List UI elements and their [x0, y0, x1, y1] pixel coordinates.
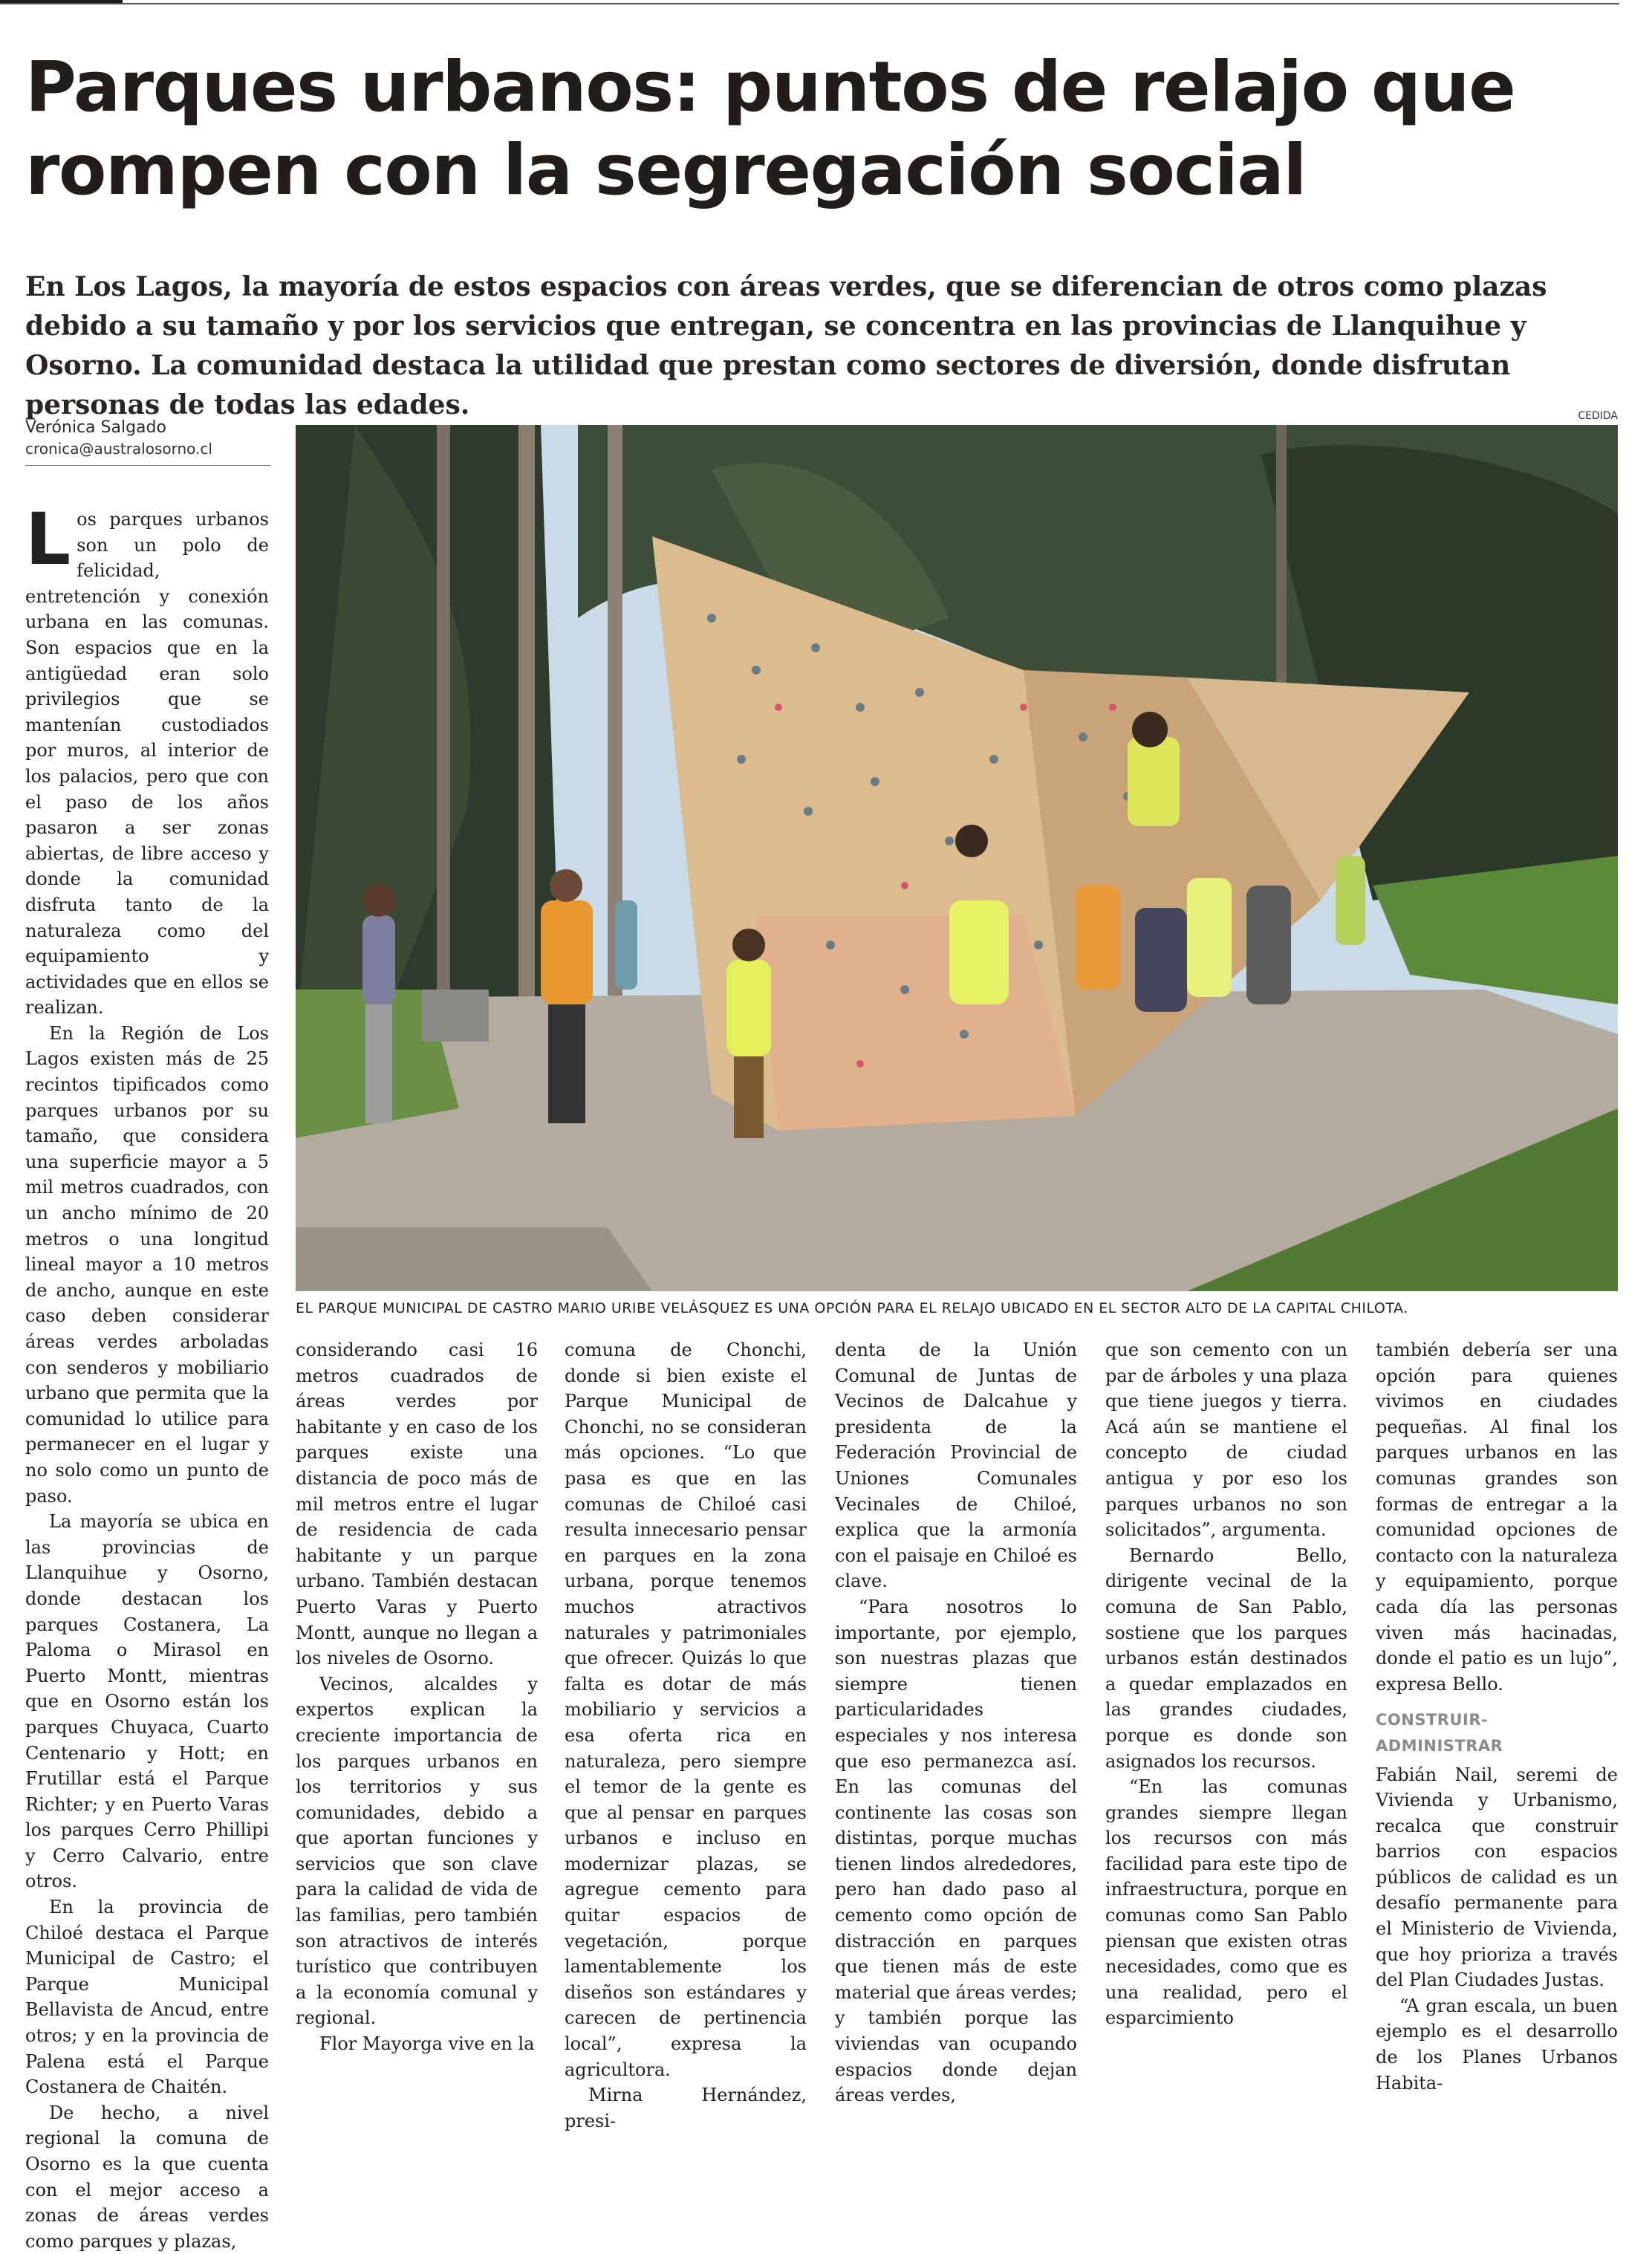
photo-caption: EL PARQUE MUNICIPAL DE CASTRO MARIO URIBE VELÁSQUEZ ES UNA OPCIÓN PARA EL RELAJO UBICADO EN EL SECTOR ALTO DE LA CAPITAL CHILOTA. — [296, 1300, 1408, 1316]
body-paragraph: Vecinos, alcaldes y expertos explican la creciente importancia de los parques urbanos en los territorios y sus comunidades, debido a que aportan funciones y servicios que son clave para la calidad de vida de las familias, pero también son atractivos de interés turístico que contribuyen a la economía comunal y regional. — [296, 1673, 538, 2029]
body-paragraph: En la Región de Los Lagos existen más de 25 recintos tipificados como parques urbanos por su tamaño, que considera una superficie mayor a 5 mil metros cuadrados, con un ancho mínimo de 20 metros o una longitud lineal mayor a 10 metros de ancho, aunque en este caso deben considerar áreas verdes arboladas con senderos y mobiliario urbano que permita que la comunidad lo utilice para permanecer en el lugar y no solo como un punto de paso. — [25, 1022, 269, 1507]
body-paragraph: que son cemento con un par de árboles y una plaza que tiene juegos y tierra. Acá aún se mantiene el concepto de ciudad antigua y por eso los parques urbanos no son solicitados”, argumenta. — [1105, 1339, 1347, 1541]
author-email: cronica@australosorno.cl — [25, 440, 212, 458]
body-paragraph: denta de la Unión Comunal de Juntas de Vecinos de Dalcahue y presidenta de la Federación Provincial de Uniones Comunales Vecinales de Chiloé, explica que la armonía con el paisaje en Chiloé es clave. — [835, 1339, 1077, 1592]
section-subhead: CONSTRUIR- ADMINISTRAR — [1376, 1711, 1503, 1755]
body-paragraph — [25, 498, 269, 1021]
byline — [25, 418, 270, 466]
body-column-3 — [565, 1337, 807, 2134]
body-column-1 — [25, 498, 269, 2254]
author-name: Verónica Salgado — [25, 418, 166, 437]
body-paragraph: “A gran escala, un buen ejemplo es el desarrollo de los Planes Urbanos Habita- — [1376, 1995, 1618, 2094]
body-paragraph: “En las comunas grandes siempre llegan los recursos con más facilidad para este tipo de infraestructura, porque en comunas como San Pablo piensan que existen otras necesidades, como que es una realidad, pero el esparcimiento — [1105, 1776, 1347, 2029]
body-paragraph: comuna de Chonchi, donde si bien existe el Parque Municipal de Chonchi, no se consideran más opciones. “Lo que pasa es que en las comunas de Chiloé casi resulta innecesario pensar en parques en la zona urbana, porque tenemos muchos atractivos naturales y patrimoniales que ofrecer. Quizás lo que falta es dotar de más mobiliario y servicios a esa oferta rica en naturaleza, pero siempre el temor de la gente es que al pensar en parques urbanos e incluso en modernizar plazas, se agregue cemento para quitar espacios de vegetación, porque lamentablemente los diseños son estándares y carecen de pertinencia local”, expresa la agricultora. — [565, 1339, 807, 2080]
top-rule — [0, 0, 1652, 4]
body-column-6 — [1376, 1337, 1618, 2096]
body-paragraph: En la provincia de Chiloé destaca el Parque Municipal de Castro; el Parque Municipal Bellavista de Ancud, entre otros; y en la provincia de Palena está el Parque Costanera de Chaitén. — [25, 1897, 269, 2098]
photo-illustration — [296, 425, 1618, 1291]
headline: Parques urbanos: puntos de relajo que rompen con la segregación social — [25, 47, 1515, 211]
body-paragraph: Flor Mayorga vive en la — [319, 2033, 535, 2055]
body-paragraph: también debería ser una opción para quienes vivimos en ciudades pequeñas. Al final los parques urbanos en las comunas grandes son formas de entregar a la comunidad opciones de contacto con la naturaleza y equipamiento, porque cada día las personas viven más hacinadas, donde el patio es un lujo”, expresa Bello. — [1376, 1339, 1618, 1695]
park-climbing-wall-photo — [296, 425, 1618, 1291]
deck: En Los Lagos, la mayoría de estos espacios con áreas verdes, que se diferencian de otros como plazas debido a su tamaño y por los servicios que entregan, se concentra en las provincias de Llanquihue y Osorno. La comunidad destaca la utilidad que prestan como sectores de diversión, donde disfrutan personas de todas las edades. — [25, 271, 1547, 420]
body-paragraph: De hecho, a nivel regional la comuna de Osorno es la que cuenta con el mejor acceso a zonas de áreas verdes como parques y plazas, — [25, 2102, 269, 2252]
top-line — [0, 3, 1619, 4]
photo-credit: CEDIDA — [1578, 410, 1618, 422]
body-paragraph: Bernardo Bello, dirigente vecinal de la comuna de San Pablo, sostiene que los parques urbanos están destinados a quedar emplazados en las grandes ciudades, porque es donde son asignados los recursos. — [1105, 1545, 1347, 1772]
body-paragraph: considerando casi 16 metros cuadrados de áreas verdes por habitante y en caso de los parques existe una distancia de poco más de mil metros entre el lugar de residencia de cada habitante y un parque urbano. También destacan Puerto Varas y Puerto Montt, aunque no llegan a los niveles de Osorno. — [296, 1339, 538, 1669]
body-column-4 — [835, 1337, 1077, 2108]
body-column-2 — [296, 1337, 538, 2057]
body-column-5 — [1105, 1337, 1347, 2031]
body-paragraph: “Para nosotros lo importante, por ejemplo, son nuestras plazas que siempre tienen particularidades especiales y nos interesa que eso permanezca así. En las comunas del continente las cosas son distintas, porque muchas tienen lindos alrededores, pero han dado paso al cemento como opción de distracción en parques que tienen más de este material que áreas verdes; y también porque las viviendas van ocupando espacios donde dejan áreas verdes, — [835, 1596, 1077, 2106]
body-paragraph: Mirna Hernández, presi- — [565, 2085, 807, 2131]
drop-cap: L — [25, 498, 71, 581]
body-paragraph: La mayoría se ubica en las provincias de Llanquihue y Osorno, donde destacan los parques Costanera, La Paloma o Mirasol en Puerto Montt, mientras que en Osorno están los parques Chuyaca, Cuarto Centenario y Hott; en Frutillar está el Parque Richter; y en Puerto Varas los parques Cerro Phillipi y Cerro Calvario, entre otros. — [25, 1511, 269, 1892]
paragraph-text: os parques urbanos son un polo de felicidad, entretención y conexión urbana en las comunas. Son espacios que en la antigüedad eran solo privilegios que se mantenían custodiados por muros, al interior de los palacios, pero que con el paso de los años pasaron a ser zonas abiertas, de libre acceso y donde la comunidad disfruta tanto de la naturaleza como del equipamiento y actividades que en ellos se realizan. — [25, 509, 269, 1019]
body-paragraph: Fabián Nail, seremi de Vivienda y Urbanismo, recalca que construir barrios con espacios públicos de calidad es un desafío permanente para el Ministerio de Vivienda, que hoy prioriza a través del Plan Ciudades Justas. — [1376, 1764, 1618, 1991]
byline-rule — [25, 465, 270, 466]
